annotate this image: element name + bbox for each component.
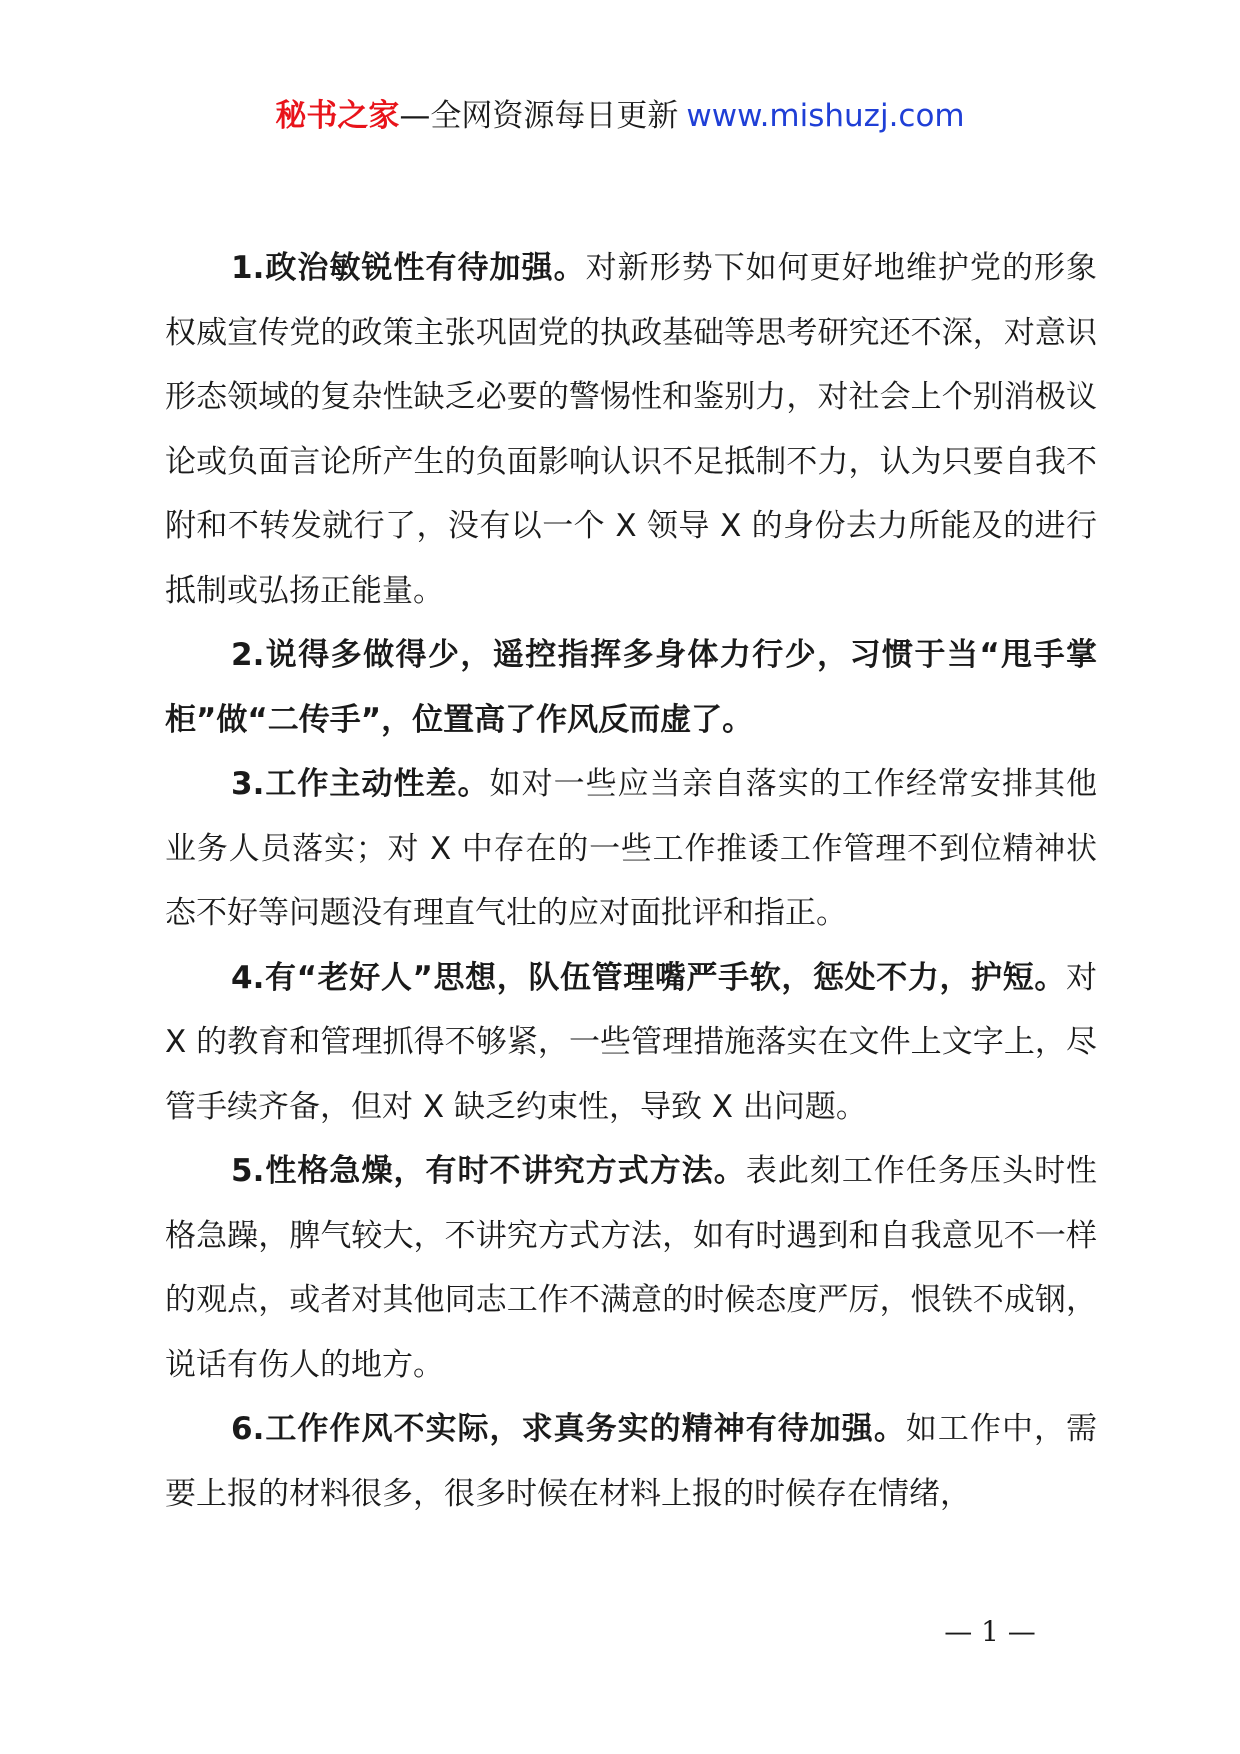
paragraph-heading: 1.政治敏锐性有待加强。 xyxy=(231,250,586,286)
paragraph-text: 如工作中，需要上报的材料很多，很多时候在材料上报的时候存在情绪， xyxy=(165,1411,1097,1512)
paragraph-heading: 4.有“老好人”思想，队伍管理嘴严手软，惩处不力，护短。 xyxy=(231,959,1066,996)
paragraph-heading: 3.工作主动性差。 xyxy=(231,766,490,802)
paragraph-heading: 6.工作作风不实际，求真务实的精神有待加强。 xyxy=(231,1411,906,1447)
paragraph-text: 对 X 的教育和管理抓得不够紧，一些管理措施落实在文件上文字上，尽管手续齐备，但对 X 缺乏约束性，导致 X 出问题。 xyxy=(165,959,1097,1125)
paragraph-2 xyxy=(165,623,1097,752)
site-name: 秘书之家 xyxy=(275,98,400,134)
paragraph-1 xyxy=(165,236,1097,623)
header-tagline: —全网资源每日更新 xyxy=(399,98,679,134)
paragraph-text: 如对一些应当亲自落实的工作经常安排其他业务人员落实；对 X 中存在的一些工作推诿工作管理不到位精神状态不好等问题没有理直气壮的应对面批评和指正。 xyxy=(165,766,1097,931)
paragraph-heading: 2.说得多做得少，遥控指挥多身体力行少，习惯于当“甩手掌柜”做“二传手”，位置高了作风反而虚了。 xyxy=(165,637,1097,738)
paragraph-4 xyxy=(165,946,1097,1140)
paragraph-heading: 5.性格急燥，有时不讲究方式方法。 xyxy=(231,1153,746,1189)
document-header xyxy=(0,96,1240,136)
document-body xyxy=(165,236,1097,1526)
paragraph-text: 表此刻工作任务压头时性格急躁，脾气较大，不讲究方式方法，如有时遇到和自我意见不一样的观点，或者对其他同志工作不满意的时候态度严厉，恨铁不成钢，说话有伤人的地方。 xyxy=(165,1153,1097,1383)
paragraph-5 xyxy=(165,1139,1097,1397)
paragraph-3 xyxy=(165,752,1097,946)
page-number: — 1 — xyxy=(944,1615,1036,1648)
site-url-link[interactable]: www.mishuzj.com xyxy=(686,98,965,134)
paragraph-6 xyxy=(165,1397,1097,1526)
paragraph-text: 对新形势下如何更好地维护党的形象权威宣传党的政策主张巩固党的执政基础等思考研究还不深，对意识形态领域的复杂性缺乏必要的警惕性和鉴别力，对社会上个别消极议论或负面言论所产生的负面影响认识不足抵制不力，认为只要自我不附和不转发就行了，没有以一个 X 领导 X 的身份去力所能及的进行抵制或弘扬正能量。 xyxy=(165,250,1097,609)
